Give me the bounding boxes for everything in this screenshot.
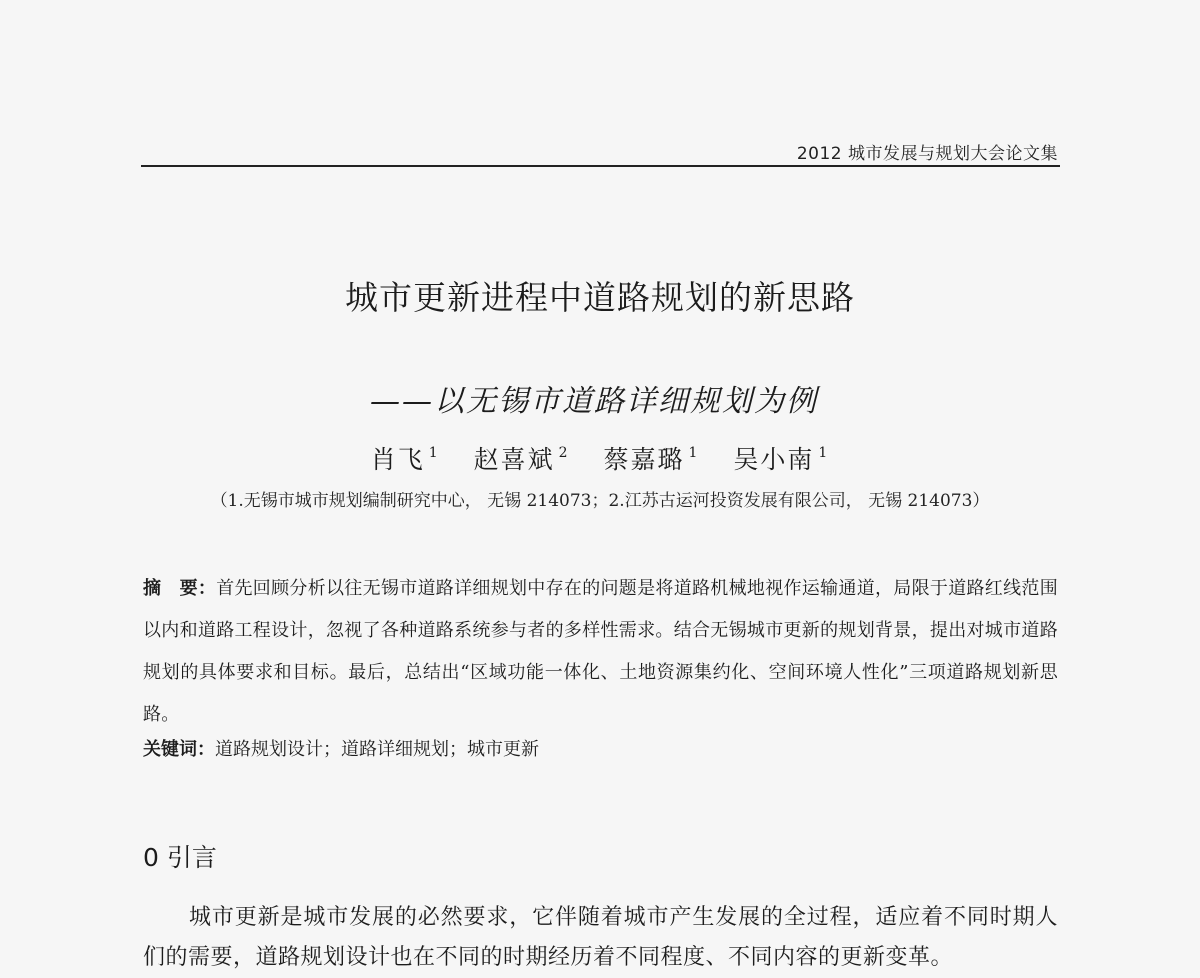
paper-title: 城市更新进程中道路规划的新思路 bbox=[345, 278, 855, 317]
abstract-label: 摘 要： bbox=[143, 578, 217, 599]
author-name: 赵喜斌 bbox=[473, 445, 555, 474]
author-list bbox=[0, 440, 1200, 476]
author-name: 蔡嘉璐 bbox=[603, 445, 685, 474]
abstract bbox=[143, 568, 1058, 736]
affiliation-line: （1.无锡市城市规划编制研究中心， 无锡 214073；2.江苏古运河投资发展有限公司， 无锡 214073） bbox=[210, 491, 990, 511]
body-paragraph: 城市更新是城市发展的必然要求，它伴随着城市产生发展的全过程，适应着不同时期人们的需要，道路规划设计也在不同的时期经历着不同程度、不同内容的更新变革。 bbox=[143, 905, 1058, 970]
abstract-text: 首先回顾分析以往无锡市道路详细规划中存在的问题是将道路机械地视作运输通道，局限于道路红线范围以内和道路工程设计，忽视了各种道路系统参与者的多样性需求。结合无锡城市更新的规划背景，提出对城市道路规划的具体要求和目标。最后，总结出“区域功能一体化、土地资源集约化、空间环境人性化”三项道路规划新思路。 bbox=[143, 578, 1058, 725]
author-affiliation-mark: 1 bbox=[428, 445, 440, 461]
running-head: 2012 城市发展与规划大会论文集 bbox=[796, 144, 1058, 164]
section-heading: 0 引言 bbox=[143, 843, 217, 872]
author-affiliation-mark: 2 bbox=[558, 445, 570, 461]
author bbox=[474, 445, 570, 474]
keywords-text: 道路规划设计；道路详细规划；城市更新 bbox=[215, 739, 539, 760]
author-affiliation-mark: 1 bbox=[688, 445, 700, 461]
keywords-label: 关键词： bbox=[143, 739, 215, 760]
keywords bbox=[143, 735, 1058, 761]
paper-subtitle: ——以无锡市道路详细规划为例 bbox=[370, 384, 818, 419]
author-name: 吴小南 bbox=[733, 445, 815, 474]
author bbox=[603, 445, 699, 474]
author bbox=[733, 445, 829, 474]
author-name: 肖飞 bbox=[370, 445, 425, 474]
author-affiliation-mark: 1 bbox=[818, 445, 830, 461]
author bbox=[371, 445, 440, 474]
header-rule bbox=[141, 165, 1060, 167]
